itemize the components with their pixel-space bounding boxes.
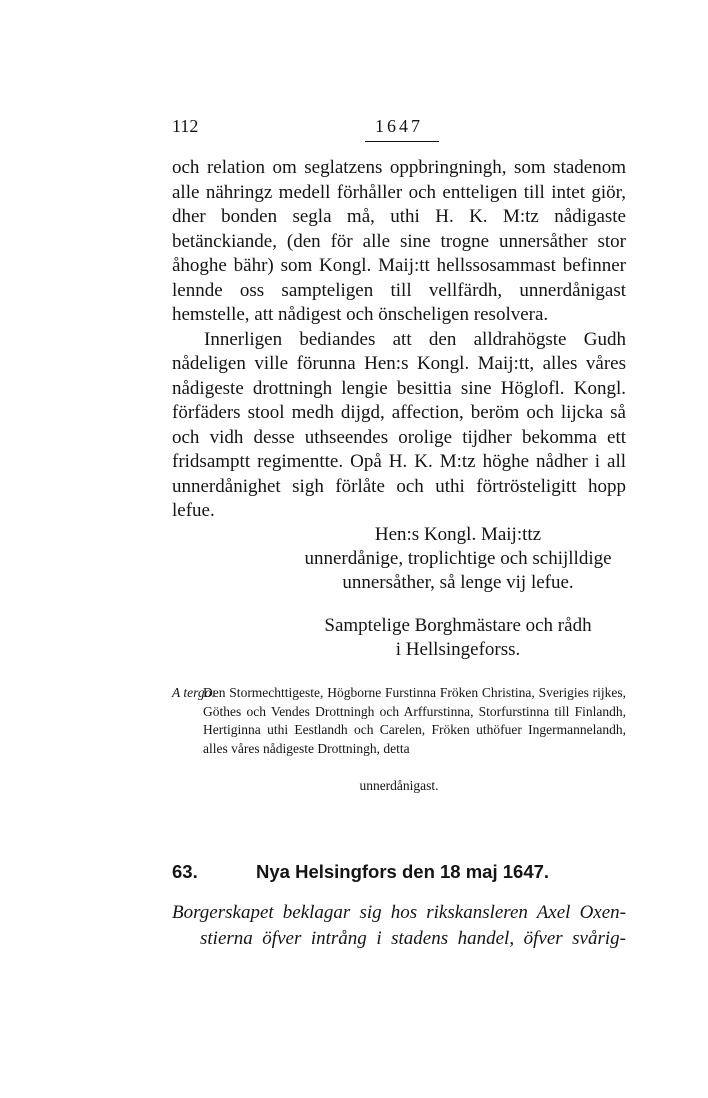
paragraph: Innerligen bediandes att den alldrahögste Gudh nådeligen ville förunna Hen:s Kongl. Maij:tt, alles våres nådigeste drottningh lengie besittia sine Höglofl. Kongl. förfäders stool medh dijgd, affection, beröm och lijcka så och vidh desse uthseendes orolige tijdher bekomma ett fridsamptt regimentte. Opå H. K. M:tz höghe nådher i all unnerdånighet sigh förlåte och uthi förtrösteligitt hopp lefue. bbox=[172, 328, 626, 521]
header-rule bbox=[365, 141, 439, 142]
address-note bbox=[172, 684, 626, 758]
page-number: 112 bbox=[172, 116, 199, 136]
document-summary bbox=[172, 900, 626, 952]
summary-line: Borgerskapet beklagar sig hos rikskansleren Axel Oxen- bbox=[172, 902, 626, 923]
signature-block bbox=[290, 523, 626, 595]
document-number: 63. bbox=[172, 861, 198, 882]
address-text: Den Stormechttigeste, Högborne Furstinna Fröken Christina, Sverigies rijkes, Göthes och Vendes Drottningh och Arffurstinna, Storfurstinna till Finlandh, Hertiginna uthi Eestlandh och Carelen, Fröken uthöfuer Ingermannelandh, alles våres nådigeste Drottningh, detta bbox=[203, 685, 626, 756]
letter-body bbox=[172, 156, 626, 524]
summary-line: stierna öfver intrång i stadens handel, öfver svårig- bbox=[200, 928, 626, 949]
signatory-block bbox=[290, 614, 626, 662]
page-header bbox=[172, 116, 626, 144]
signature-line: unnerdånige, troplichtige och schijlldige bbox=[304, 548, 612, 569]
running-head-year: 1647 bbox=[375, 116, 423, 136]
signatory-line: i Hellsingeforss. bbox=[395, 639, 521, 660]
signature-line: Hen:s Kongl. Maij:ttz bbox=[374, 524, 542, 545]
signatory-line: Samptelige Borghmästare och rådh bbox=[324, 615, 592, 636]
signature-line: unnersåther, så lenge vij lefue. bbox=[342, 572, 574, 593]
tergo-label: A tergo: bbox=[172, 685, 216, 700]
address-closing: unnerdånigast. bbox=[359, 778, 439, 793]
paragraph: och relation om seglatzens oppbringningh, som stadenom alle nähringz medell förhåller och entteligen till intet giör, dher bonden segla må, uthi H. K. M:tz nådigaste betänckiande, (den för alle sine trogne unnersåther stor åhoghe bähr) som Kongl. Maij:tt hellssosammast befinner lennde oss sampteligen till vellfärdh, unnerdånigast hemstelle, att nådigest och önscheligen resolvera. bbox=[172, 157, 626, 325]
document-title: Nya Helsingfors den 18 maj 1647. bbox=[256, 861, 550, 882]
